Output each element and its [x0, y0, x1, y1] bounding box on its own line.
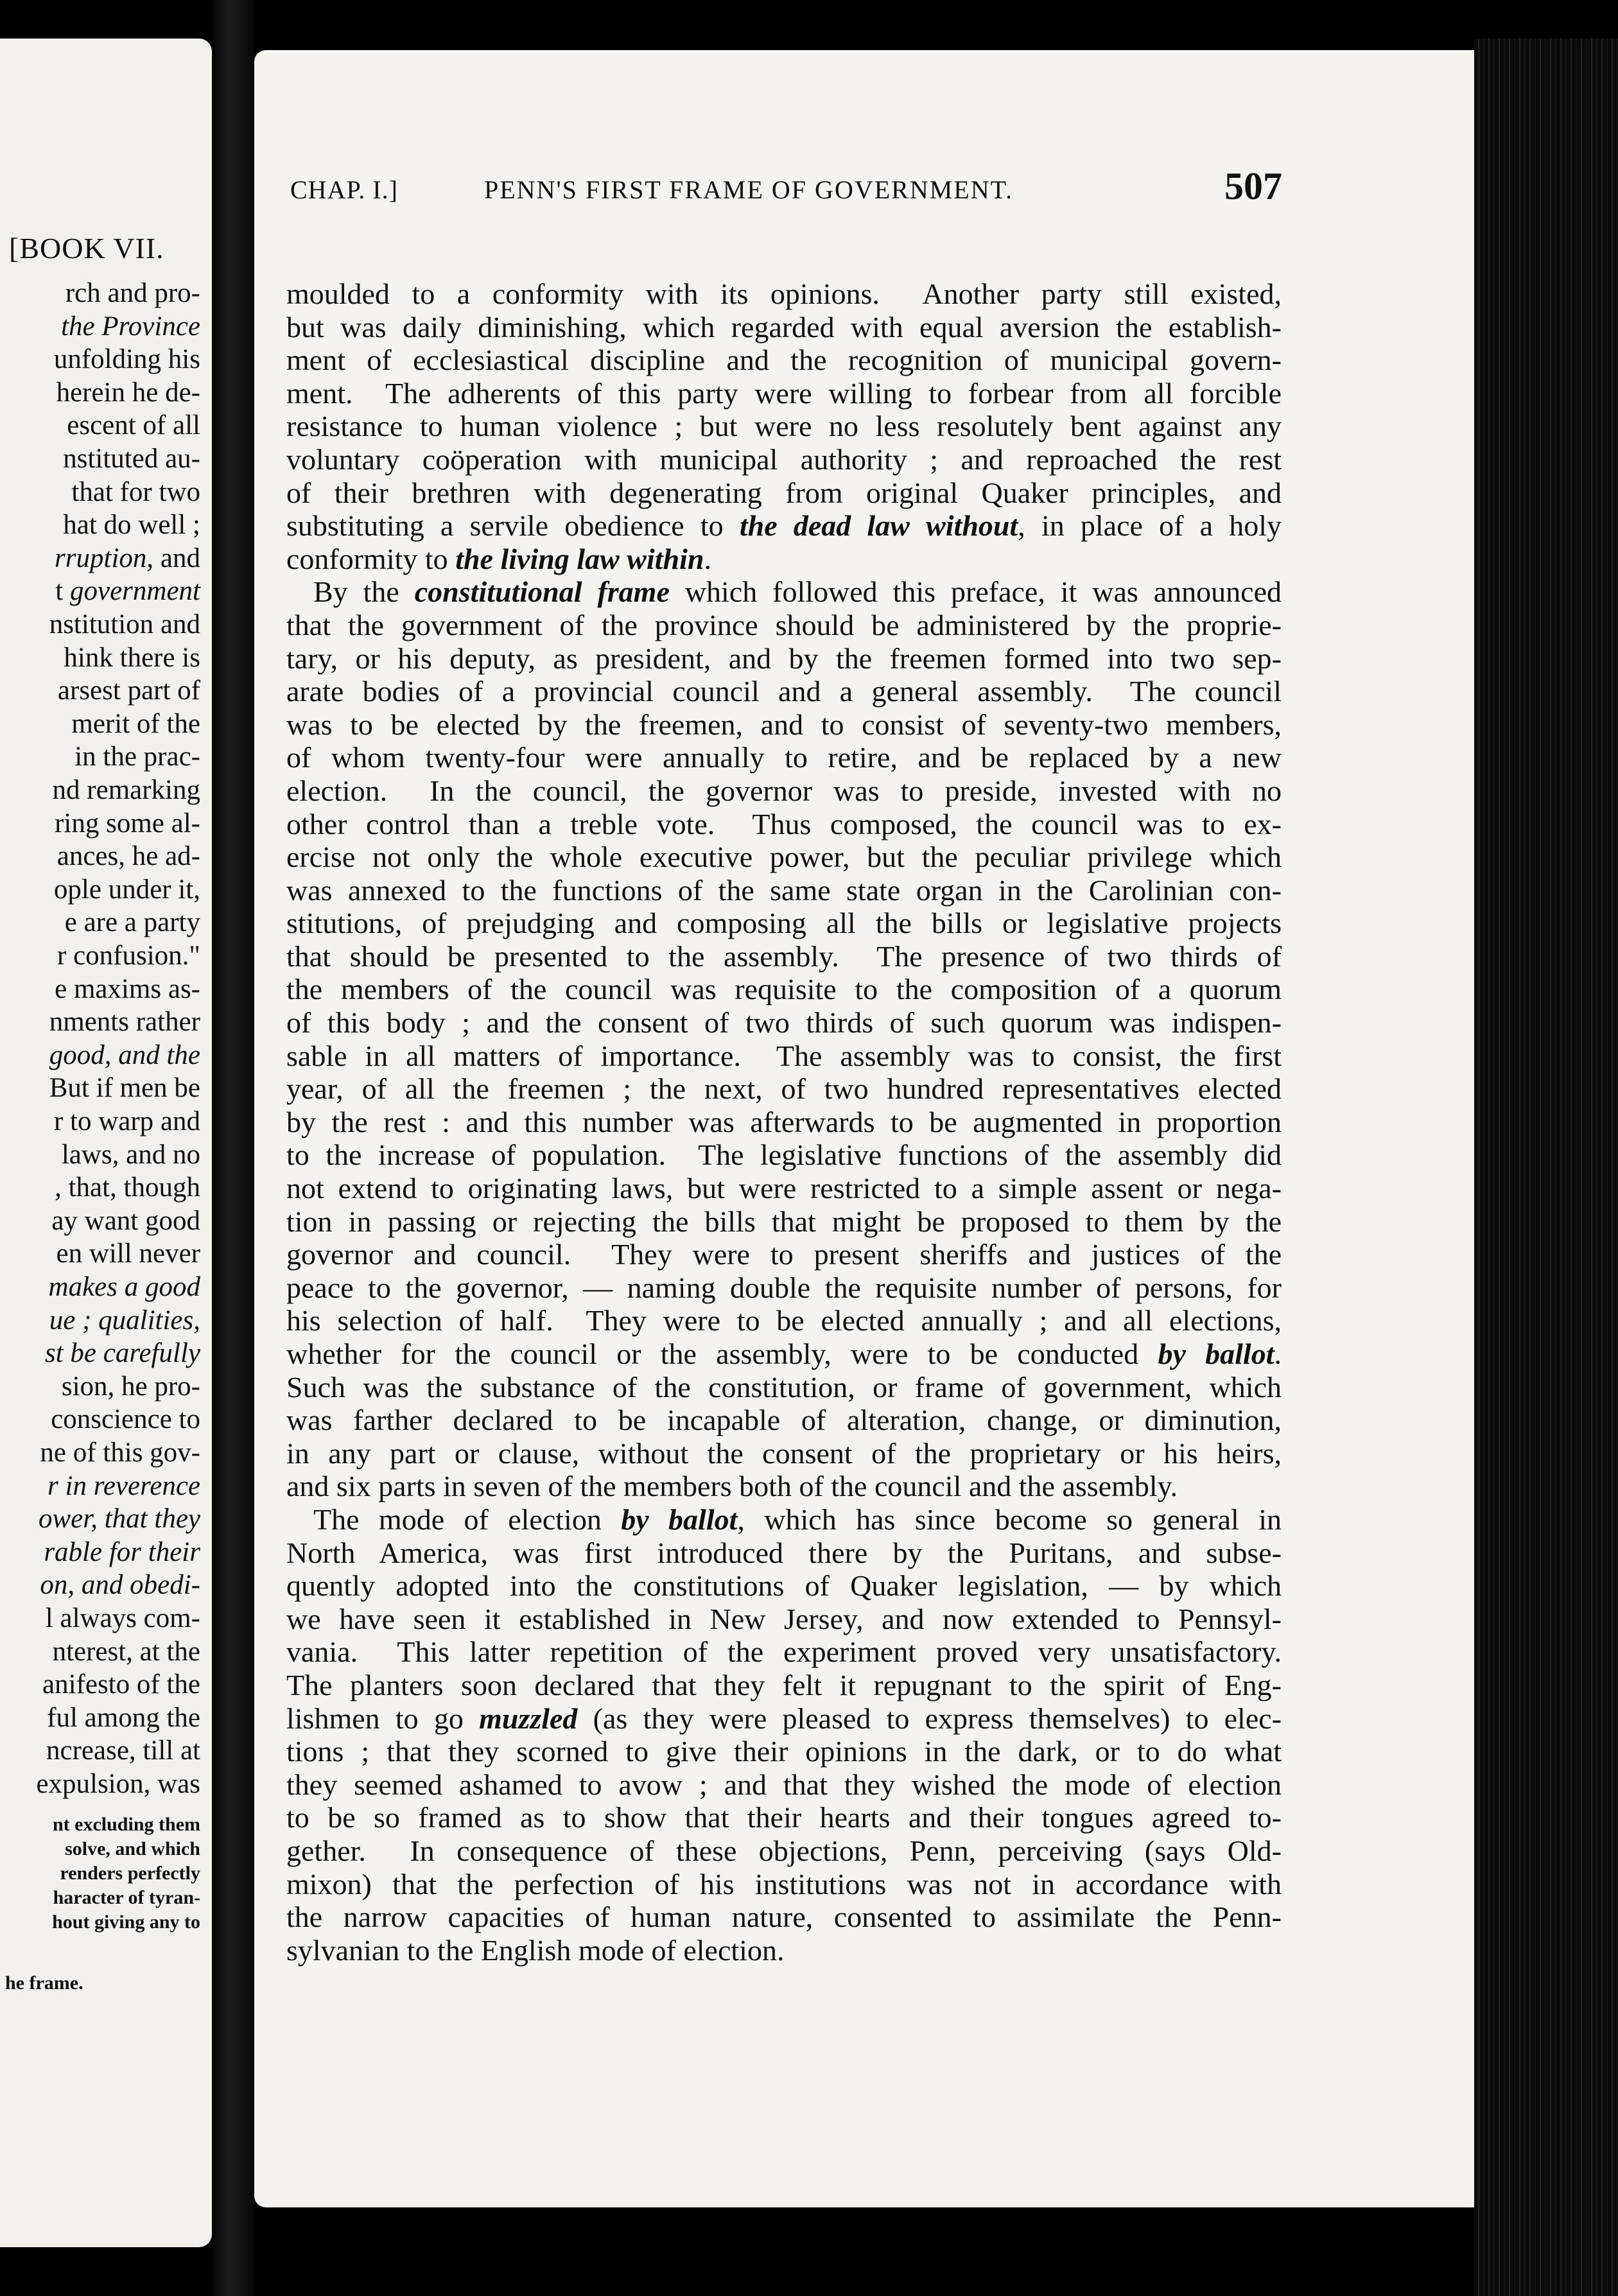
left-text-line	[39, 1503, 200, 1535]
line-text: of whom twenty-four were annually to retire, and be replaced by a new	[286, 741, 1282, 774]
text-line	[286, 1801, 1282, 1834]
line-text: peace to the governor, — naming double the requisite number of persons, for	[286, 1271, 1282, 1304]
line-text: that the government of the province should be administered by the proprie-	[286, 608, 1282, 641]
line-text: we have seen it established in New Jersey, and now extended to Pennsyl-	[286, 1602, 1282, 1635]
left-line-text: st be carefully	[44, 1338, 200, 1369]
line-text: sable in all matters of importance. The assembly was to consist, the first	[286, 1039, 1282, 1072]
left-text-line	[49, 1305, 200, 1336]
left-text-line	[46, 1603, 200, 1634]
text-line	[286, 1437, 1282, 1470]
line-text: sylvanian to the English mode of election.	[286, 1933, 785, 1967]
left-text-line	[40, 1569, 200, 1601]
text-line	[286, 1569, 1282, 1603]
left-line-text: ay want good	[51, 1205, 200, 1236]
text-line	[286, 311, 1282, 344]
line-text: .	[704, 542, 711, 575]
line-text: of this body ; and the consent of two thirds of such quorum was indispen-	[286, 1006, 1282, 1039]
left-footnote-line: nt excluding them	[52, 1814, 200, 1835]
left-footnote-line: solve, and which	[65, 1838, 200, 1859]
line-text: The mode of election	[313, 1502, 622, 1536]
text-line	[286, 1138, 1282, 1172]
line-text: The planters soon declared that they felt it repugnant to the spirit of Eng-	[286, 1668, 1282, 1701]
line-text: lishmen to go	[286, 1701, 480, 1735]
left-text-line	[55, 575, 200, 607]
emphasis-text: by ballot	[1158, 1337, 1274, 1370]
left-text-line	[44, 1536, 200, 1568]
page-title: PENN'S FIRST FRAME OF GOVERNMENT.	[484, 175, 1014, 204]
left-text-line	[49, 1039, 200, 1071]
left-line-text: arsest part of	[57, 675, 200, 706]
left-line-text: laws, and no	[61, 1139, 200, 1170]
text-line	[286, 1868, 1282, 1901]
line-text: by the rest : and this number was afterwards to be augmented in proportion	[286, 1105, 1282, 1138]
text-line	[286, 344, 1282, 377]
left-line-text: herein he de-	[56, 377, 200, 408]
left-text-line	[40, 1437, 200, 1468]
text-line	[286, 410, 1282, 443]
left-line-text: rch and pro-	[65, 278, 200, 308]
left-line-text: conscience to	[51, 1404, 200, 1435]
left-facing-page	[0, 39, 212, 2247]
line-text: gether. In consequence of these objections, Penn, perceiving (says Old-	[286, 1834, 1282, 1867]
left-line-text: ances, he ad-	[57, 841, 200, 872]
left-text-line	[57, 377, 200, 408]
left-line-text: nterest, at the	[52, 1636, 200, 1667]
line-text: conformity to	[286, 542, 456, 575]
left-line-text: good, and the	[49, 1039, 200, 1070]
text-line	[286, 1039, 1282, 1073]
line-text: year, of all the freemen ; the next, of two hundred representatives elected	[286, 1072, 1282, 1106]
left-text-line	[48, 1470, 200, 1502]
line-text: arate bodies of a provincial council and a general assembly. The council	[286, 675, 1282, 708]
line-text: quently adopted into the constitutions of Quaker legislation, — by which	[286, 1569, 1282, 1603]
text-line	[286, 1371, 1282, 1404]
left-footnote-line: he frame.	[5, 1972, 83, 1994]
line-text: to be so framed as to show that their hearts and their tongues agreed to-	[286, 1801, 1282, 1834]
left-text-line	[64, 642, 200, 674]
text-line	[286, 1404, 1282, 1437]
text-line	[286, 774, 1282, 808]
left-line-text: merit of the	[71, 708, 200, 739]
emphasis-text: muzzled	[479, 1701, 578, 1735]
left-text-line	[55, 973, 200, 1005]
line-text: they seemed ashamed to avow ; and that they wished the mode of election	[286, 1768, 1282, 1801]
left-text-line	[36, 1768, 200, 1800]
line-text: in any part or clause, without the consent of the proprietary or his heirs,	[286, 1436, 1282, 1470]
left-text-line	[62, 1371, 200, 1402]
text-line	[286, 1768, 1282, 1802]
left-footnote-line: hout giving any to	[52, 1911, 200, 1933]
text-line	[286, 1172, 1282, 1205]
left-line-text: unfolding his	[53, 344, 200, 375]
left-line-text: r to warp and	[53, 1106, 200, 1136]
line-text: North America, was first introduced there by the Puritans, and subse-	[286, 1536, 1282, 1569]
text-line	[286, 609, 1282, 642]
left-text-line	[47, 1702, 200, 1734]
left-text-line	[57, 940, 200, 971]
left-text-line	[46, 1735, 200, 1766]
text-line	[286, 277, 1282, 311]
text-line	[286, 1536, 1282, 1570]
left-line-text: e maxims as-	[55, 973, 200, 1004]
emphasis-text: constitutional frame	[414, 575, 670, 609]
line-text: the narrow capacities of human nature, consented to assimilate the Penn-	[286, 1900, 1282, 1934]
left-text-line	[53, 774, 200, 806]
text-line	[286, 973, 1282, 1006]
left-text-line	[65, 907, 200, 938]
line-text: which followed this preface, it was announced	[669, 575, 1282, 609]
emphasis-text: the dead law without	[739, 509, 1018, 543]
text-line	[286, 1503, 1282, 1536]
left-line-text: nd remarking	[52, 775, 200, 805]
line-text: , in place of a holy	[1018, 509, 1282, 543]
text-line	[286, 1470, 1282, 1503]
page-edges	[1474, 39, 1618, 2296]
line-text: (as they were pleased to express themselves) to elec-	[577, 1701, 1282, 1735]
line-text: vania. This latter repetition of the experiment proved very unsatisfactory.	[286, 1635, 1282, 1669]
left-text-line	[62, 1139, 200, 1170]
left-text-line	[58, 675, 200, 706]
text-line	[286, 1900, 1282, 1934]
text-line	[286, 675, 1282, 708]
line-text: was annexed to the functions of the same state organ in the Carolinian con-	[286, 873, 1282, 907]
text-line	[286, 741, 1282, 774]
text-line	[286, 1834, 1282, 1868]
left-line-text: anifesto of the	[42, 1669, 200, 1700]
line-text: , which has since become so general in	[737, 1502, 1282, 1536]
text-line	[286, 1735, 1282, 1768]
left-line-text: government	[70, 576, 200, 607]
left-text-line	[63, 443, 200, 474]
left-line-text: en will never	[56, 1239, 200, 1269]
text-line	[286, 940, 1282, 973]
line-text: resistance to human violence ; but were no less resolutely bent against any	[286, 410, 1282, 443]
left-line-text: r confusion."	[57, 941, 200, 971]
left-line-text: rruption	[55, 543, 147, 573]
line-text: ment of ecclesiastical discipline and the recognition of municipal govern-	[286, 344, 1282, 377]
book-gutter	[212, 0, 254, 2296]
left-text-line	[55, 1172, 200, 1203]
left-line-text: ower, that they	[39, 1504, 200, 1535]
text-line	[286, 1271, 1282, 1305]
text-line	[286, 575, 1282, 609]
line-text: election. In the council, the governor was to preside, invested with no	[286, 774, 1282, 807]
text-line	[286, 874, 1282, 907]
left-text-line	[54, 344, 200, 375]
line-text: moulded to a conformity with its opinions. Another party still existed,	[286, 277, 1282, 310]
chapter-label: CHAP. I.]	[290, 175, 398, 204]
left-running-head: [BOOK VII.	[9, 232, 164, 265]
left-line-text: , that, though	[55, 1172, 200, 1203]
page-number: 507	[1224, 165, 1282, 207]
text-line	[286, 377, 1282, 410]
left-text-line	[49, 1072, 200, 1104]
text-line	[286, 1238, 1282, 1271]
left-text-line	[54, 1106, 200, 1137]
text-line	[286, 1702, 1282, 1735]
line-text: other control than a treble vote. Thus composed, the council was to ex-	[286, 807, 1282, 840]
emphasis-text: the living law within	[455, 542, 704, 575]
line-text: Such was the substance of the constitution, or frame of government, which	[286, 1370, 1282, 1404]
line-text: tion in passing or rejecting the bills that might be proposed to them by the	[286, 1205, 1282, 1238]
line-text: ment. The adherents of this party were willing to forbear from all forcible	[286, 376, 1282, 410]
line-text: but was daily diminishing, which regarded with equal aversion the establish-	[286, 310, 1282, 344]
line-text: the members of the council was requisite to the composition of a quorum	[286, 973, 1282, 1006]
left-line-text: nments rather	[49, 1007, 200, 1038]
line-text: stitutions, of prejudging and composing all the bills or legislative projects	[286, 907, 1282, 940]
line-text: was farther declared to be incapable of alteration, change, or diminution,	[286, 1404, 1282, 1437]
line-text: whether for the council or the assembly, were to be conducted	[286, 1337, 1158, 1370]
left-line-text: r in reverence	[48, 1470, 200, 1501]
left-line-text: sion, he pro-	[61, 1371, 200, 1402]
left-line-text: nstituted au-	[63, 444, 200, 474]
text-line	[286, 1934, 1282, 1967]
left-line-text: escent of all	[67, 410, 200, 441]
left-line-text: on, and obedi-	[40, 1570, 200, 1601]
left-line-text: hink there is	[64, 642, 200, 673]
line-text: that should be presented to the assembly. The presence of two thirds of	[286, 939, 1282, 973]
line-text: his selection of half. They were to be elected annually ; and all elections,	[286, 1304, 1282, 1337]
left-line-text: ue ; qualities,	[49, 1305, 200, 1335]
line-text: not extend to originating laws, but were restricted to a simple assent or nega-	[286, 1172, 1282, 1205]
left-line-text: rable for their	[44, 1536, 200, 1567]
text-line	[286, 1669, 1282, 1702]
left-text-line	[71, 708, 200, 740]
left-line-text: ring some al-	[55, 808, 200, 839]
left-text-line	[74, 741, 200, 772]
line-text: tary, or his deputy, as president, and by the freemen formed into two sep-	[286, 641, 1282, 675]
line-text: ercise not only the whole executive power, but the peculiar privilege which	[286, 840, 1282, 874]
left-line-text: ncrease, till at	[46, 1735, 200, 1766]
left-text-line	[55, 808, 200, 839]
text-line	[286, 840, 1282, 874]
text-line	[286, 1106, 1282, 1139]
left-text-line	[54, 874, 200, 905]
left-line-text: in the prac-	[74, 742, 200, 772]
text-line	[286, 1635, 1282, 1669]
text-line	[286, 1072, 1282, 1106]
left-text-line	[65, 277, 200, 309]
text-line	[286, 642, 1282, 675]
text-line	[286, 1603, 1282, 1636]
left-footnote-line: haracter of tyran-	[53, 1887, 200, 1908]
left-text-line	[53, 1636, 200, 1667]
line-text: tions ; that they scorned to give their opinions in the dark, or to do what	[286, 1735, 1282, 1768]
emphasis-text: by ballot	[621, 1502, 738, 1536]
left-footnote-line: renders perfectly	[60, 1863, 200, 1884]
left-line-text: l always com-	[45, 1603, 200, 1633]
left-line-text: ful among the	[47, 1702, 200, 1733]
line-text: voluntary coöperation with municipal authority ; and reproached the rest	[286, 442, 1282, 476]
running-head	[290, 165, 1282, 220]
left-text-line	[49, 1006, 200, 1038]
left-text-line	[45, 1337, 200, 1369]
left-line-text: hat do well ;	[63, 510, 200, 541]
left-line-text: expulsion, was	[36, 1769, 200, 1799]
text-line	[286, 443, 1282, 476]
left-line-text: the Province	[61, 311, 200, 342]
left-line-text: makes a good	[48, 1272, 200, 1302]
left-text-line	[57, 840, 200, 872]
left-text-line	[49, 609, 200, 640]
line-text: to the increase of population. The legislative functions of the assembly did	[286, 1138, 1282, 1172]
body-text	[286, 277, 1282, 1967]
left-text-line	[55, 543, 200, 574]
left-text-line	[57, 1238, 200, 1269]
text-line	[286, 1337, 1282, 1371]
left-line-text: nstitution and	[49, 609, 200, 639]
line-text: was to be elected by the freemen, and to consist of seventy-two members,	[286, 708, 1282, 741]
text-line	[286, 708, 1282, 742]
left-text-line	[51, 1404, 200, 1435]
line-text: substituting a servile obedience to	[286, 509, 740, 543]
left-line-text: But if men be	[49, 1073, 200, 1104]
left-line-text: t	[55, 576, 70, 607]
left-line-text: ne of this gov-	[40, 1438, 200, 1468]
text-line	[286, 543, 1282, 576]
text-line	[286, 509, 1282, 543]
line-text: governor and council. They were to present sheriffs and justices of the	[286, 1238, 1282, 1271]
left-line-text: that for two	[71, 476, 200, 507]
line-text: By the	[313, 575, 415, 609]
left-text-line	[63, 509, 200, 541]
left-line-text: , and	[146, 543, 200, 573]
line-text: mixon) that the perfection of his institutions was not in accordance with	[286, 1867, 1282, 1900]
left-text-line	[42, 1669, 200, 1700]
left-line-text: e are a party	[64, 907, 200, 938]
line-text: and six parts in seven of the members both of the council and the assembly.	[286, 1470, 1178, 1503]
line-text: of their brethren with degenerating from original Quaker principles, and	[286, 476, 1282, 509]
left-text-line	[49, 1271, 200, 1303]
left-text-line	[67, 410, 200, 441]
left-text-line	[51, 1205, 200, 1237]
text-line	[286, 1304, 1282, 1337]
text-line	[286, 1205, 1282, 1239]
left-line-text: ople under it,	[53, 874, 200, 905]
text-line	[286, 907, 1282, 940]
line-text: .	[1274, 1337, 1282, 1370]
left-text-line	[61, 311, 200, 342]
text-line	[286, 1006, 1282, 1039]
left-text-line	[71, 476, 200, 508]
text-line	[286, 808, 1282, 841]
text-line	[286, 476, 1282, 510]
